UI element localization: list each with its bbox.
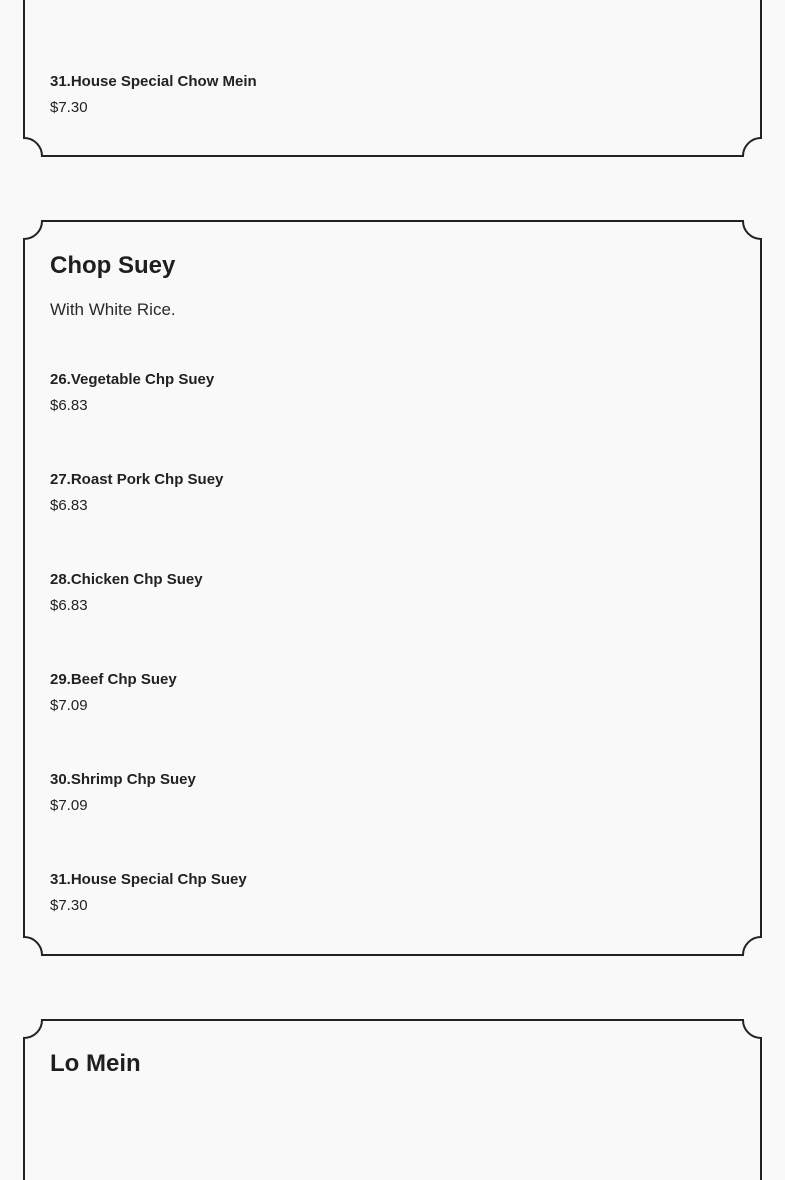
item-name: 31.House Special Chp Suey — [50, 871, 247, 888]
card-frame — [24, 221, 761, 955]
item-name: 30.Shrimp Chp Suey — [50, 771, 196, 788]
item-price: $6.83 — [50, 497, 88, 514]
item-name: 29.Beef Chp Suey — [50, 671, 177, 688]
item-price: $7.30 — [50, 99, 88, 116]
item-name: 31.House Special Chow Mein — [50, 73, 257, 90]
card-frame — [24, 1020, 761, 1180]
item-price: $7.09 — [50, 797, 88, 814]
menu-section-chow-mein — [24, 0, 761, 156]
item-name: 27.Roast Pork Chp Suey — [50, 471, 224, 488]
item-name: 28.Chicken Chp Suey — [50, 571, 203, 588]
menu-section-lo-mein — [24, 1020, 761, 1180]
item-price: $7.09 — [50, 697, 88, 714]
section-title: Lo Mein — [50, 1050, 141, 1077]
item-price: $6.83 — [50, 397, 88, 414]
item-price: $6.83 — [50, 597, 88, 614]
menu-section-chop-suey — [24, 221, 761, 955]
section-title: Chop Suey — [50, 252, 176, 279]
section-description: With White Rice. — [50, 300, 176, 319]
item-name: 26.Vegetable Chp Suey — [50, 371, 215, 388]
item-price: $7.30 — [50, 897, 88, 914]
